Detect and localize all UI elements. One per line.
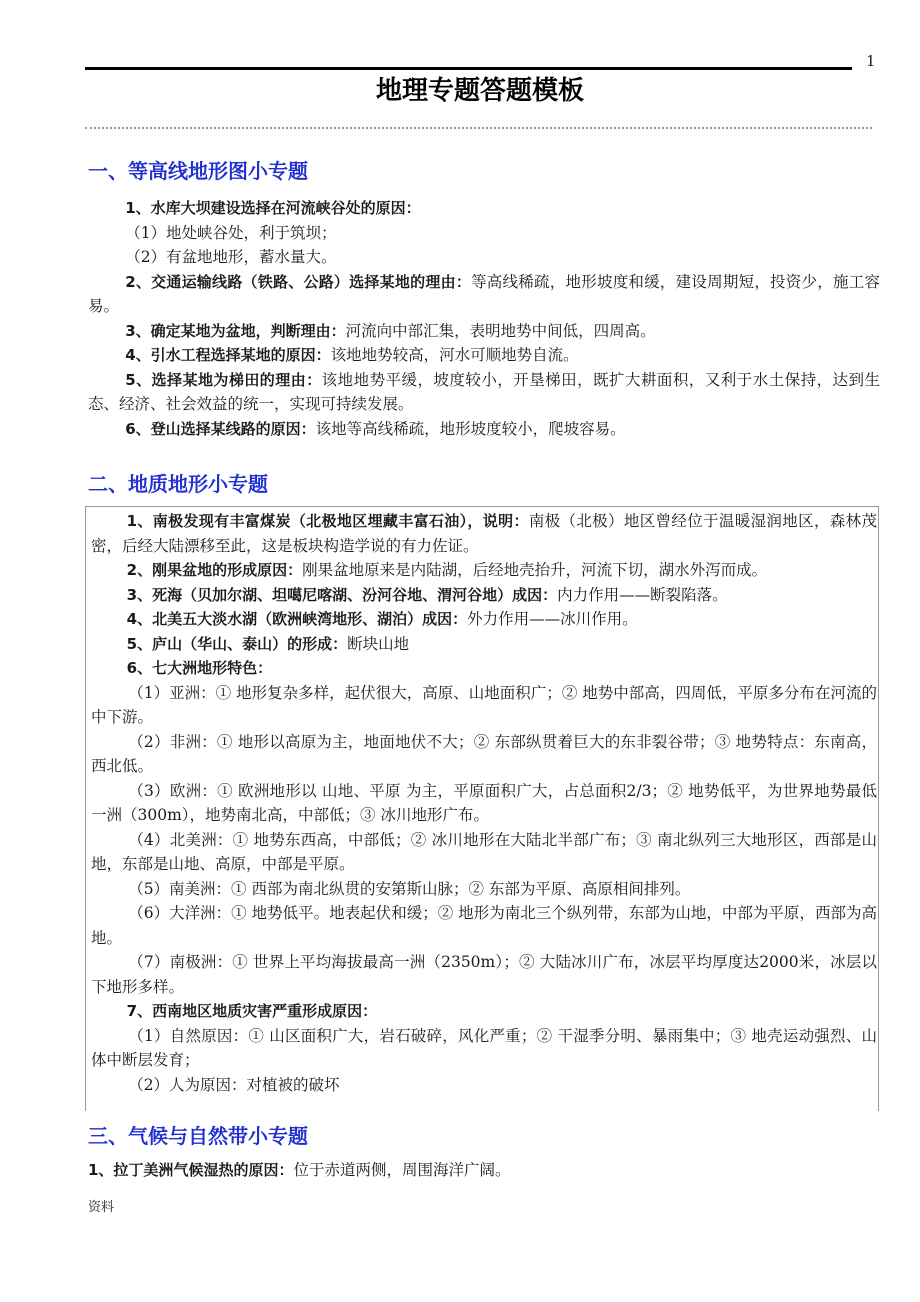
paragraph: [91, 632, 877, 657]
question-label: 6、登山选择某线路的原因：: [125, 419, 316, 438]
section-heading-geology: 二、地质地形小专题: [88, 472, 268, 496]
footer-label: 资料: [88, 1200, 115, 1215]
document-title: 地理专题答题模板: [375, 76, 584, 106]
answer-text: （3）欧洲：① 欧洲地形以 山地、平原 为主，平原面积广大，占总面积2/3；② 地势低平，为世界地势最低一洲（300m），地势南北高，中部低；③ 冰川地形广布。: [91, 781, 877, 824]
question-label: 3、死海（贝加尔湖、坦噶尼喀湖、汾河谷地、渭河谷地）成因：: [126, 585, 558, 604]
question-label: 6、七大洲地形特色：: [126, 659, 273, 677]
paragraph: [91, 779, 877, 828]
question-label: 2、刚果盆地的形成原因：: [126, 561, 303, 579]
question-label: 1、南极发现有丰富煤炭（北极地区埋藏丰富石油），说明：: [126, 512, 529, 530]
answer-text: （6）大洋洲：① 地势低平。地表起伏和缓；② 地形为南北三个纵列带，东部为山地，中部为平原，西部为高地。: [91, 904, 877, 947]
answer-text: 河流向中部汇集，表明地势中间低，四周高。: [345, 321, 656, 340]
paragraph: [88, 221, 880, 246]
paragraph: [91, 558, 877, 583]
question-label: 1、拉丁美洲气候湿热的原因：: [88, 1161, 294, 1179]
paragraph: [91, 656, 877, 681]
paragraph: [91, 1024, 877, 1073]
dotted-divider: [85, 127, 872, 129]
paragraph: [91, 607, 877, 632]
answer-text: 位于赤道两侧，周围海洋广阔。: [293, 1161, 511, 1179]
question-label: 3、确定某地为盆地，判断理由：: [125, 321, 346, 340]
paragraph: [91, 828, 877, 877]
paragraph: [91, 509, 877, 558]
answer-text: 外力作用——冰川作用。: [467, 610, 638, 628]
answer-text: （1）地处峡谷处，利于筑坝；: [125, 223, 337, 242]
question-label: 7、西南地区地质灾害严重形成原因：: [126, 1002, 378, 1020]
paragraph: [91, 950, 877, 999]
answer-text: 该地等高线稀疏，地形坡度较小，爬坡容易。: [315, 419, 626, 438]
paragraph: [91, 901, 877, 950]
answer-text: （7）南极洲：① 世界上平均海拔最高一洲（2350m）；② 大陆冰川广布，冰层平均厚度达2000米，冰层以下地形多样。: [91, 953, 877, 996]
paragraph: [88, 319, 880, 344]
section-climate-body: [88, 1158, 880, 1183]
paragraph: [91, 730, 877, 779]
question-label: 2、交通运输线路（铁路、公路）选择某地的理由：: [125, 272, 472, 291]
paragraph: [88, 368, 880, 417]
paragraph: [91, 999, 877, 1024]
answer-text: 南极（北极）地区曾经位于温暖湿润地区，森林茂密，后经大陆漂移至此，这是板块构造学说的有力佐证。: [91, 512, 877, 555]
paragraph: [88, 1158, 880, 1183]
paragraph: [88, 343, 880, 368]
paragraph: [91, 1073, 877, 1098]
section-geology-body: [91, 509, 877, 1097]
question-label: 4、引水工程选择某地的原因：: [125, 346, 331, 364]
answer-text: （5）南美洲：① 西部为南北纵贯的安第斯山脉；② 东部为平原、高原相间排列。: [128, 879, 691, 898]
section-heading-climate: 三、气候与自然带小专题: [88, 1124, 308, 1148]
answer-text: （2）有盆地地形，蓄水量大。: [125, 248, 337, 266]
answer-text: （2）非洲：① 地形以高原为主，地面地伏不大；② 东部纵贯着巨大的东非裂谷带；③ 地势特点：东南高，西北低。: [91, 732, 877, 775]
question-label: 5、选择某地为梯田的理由：: [125, 370, 322, 389]
answer-text: （1）亚洲：① 地形复杂多样，起伏很大，高原、山地面积广；② 地势中部高，四周低，平原多分布在河流的中下游。: [91, 683, 877, 726]
paragraph: [91, 681, 877, 730]
section-contour-body: [88, 196, 880, 441]
question-label: 4、北美五大淡水湖（欧洲峡湾地形、湖泊）成因：: [126, 610, 468, 628]
answer-text: 该地地势较高，河水可顺地势自流。: [330, 346, 579, 364]
answer-text: 等高线稀疏，地形坡度和缓，建设周期短，投资少，施工容易。: [88, 272, 880, 315]
paragraph: [88, 417, 880, 442]
paragraph: [88, 245, 880, 270]
page-number: 1: [866, 52, 876, 70]
paragraph: [91, 877, 877, 902]
question-label: 5、庐山（华山、泰山）的形成：: [126, 634, 348, 653]
answer-text: 刚果盆地原来是内陆湖，后经地壳抬升，河流下切，湖水外泻而成。: [302, 561, 768, 579]
section-heading-contour: 一、等高线地形图小专题: [88, 159, 308, 183]
paragraph: [91, 583, 877, 608]
answer-text: 该地地势平缓，坡度较小，开垦梯田，既扩大耕面积，又利于水土保持，达到生态、经济、社会效益的统一，实现可持续发展。: [88, 370, 880, 413]
answer-text: （2）人为原因：对植被的破坏: [128, 1075, 340, 1094]
answer-text: （1）自然原因：① 山区面积广大，岩石破碎，风化严重；② 干湿季分明、暴雨集中；③ 地壳运动强烈、山体中断层发育；: [91, 1026, 877, 1069]
question-label: 1、水库大坝建设选择在河流峡谷处的原因：: [125, 199, 421, 217]
paragraph: [88, 270, 880, 319]
answer-text: （4）北美洲：① 地势东西高，中部低；② 冰川地形在大陆北半部广布；③ 南北纵列三大地形区，西部是山地，东部是山地、高原，中部是平原。: [91, 830, 877, 873]
answer-text: 内力作用——断裂陷落。: [557, 585, 728, 604]
answer-text: 断块山地: [347, 634, 410, 653]
paragraph: [88, 196, 880, 221]
